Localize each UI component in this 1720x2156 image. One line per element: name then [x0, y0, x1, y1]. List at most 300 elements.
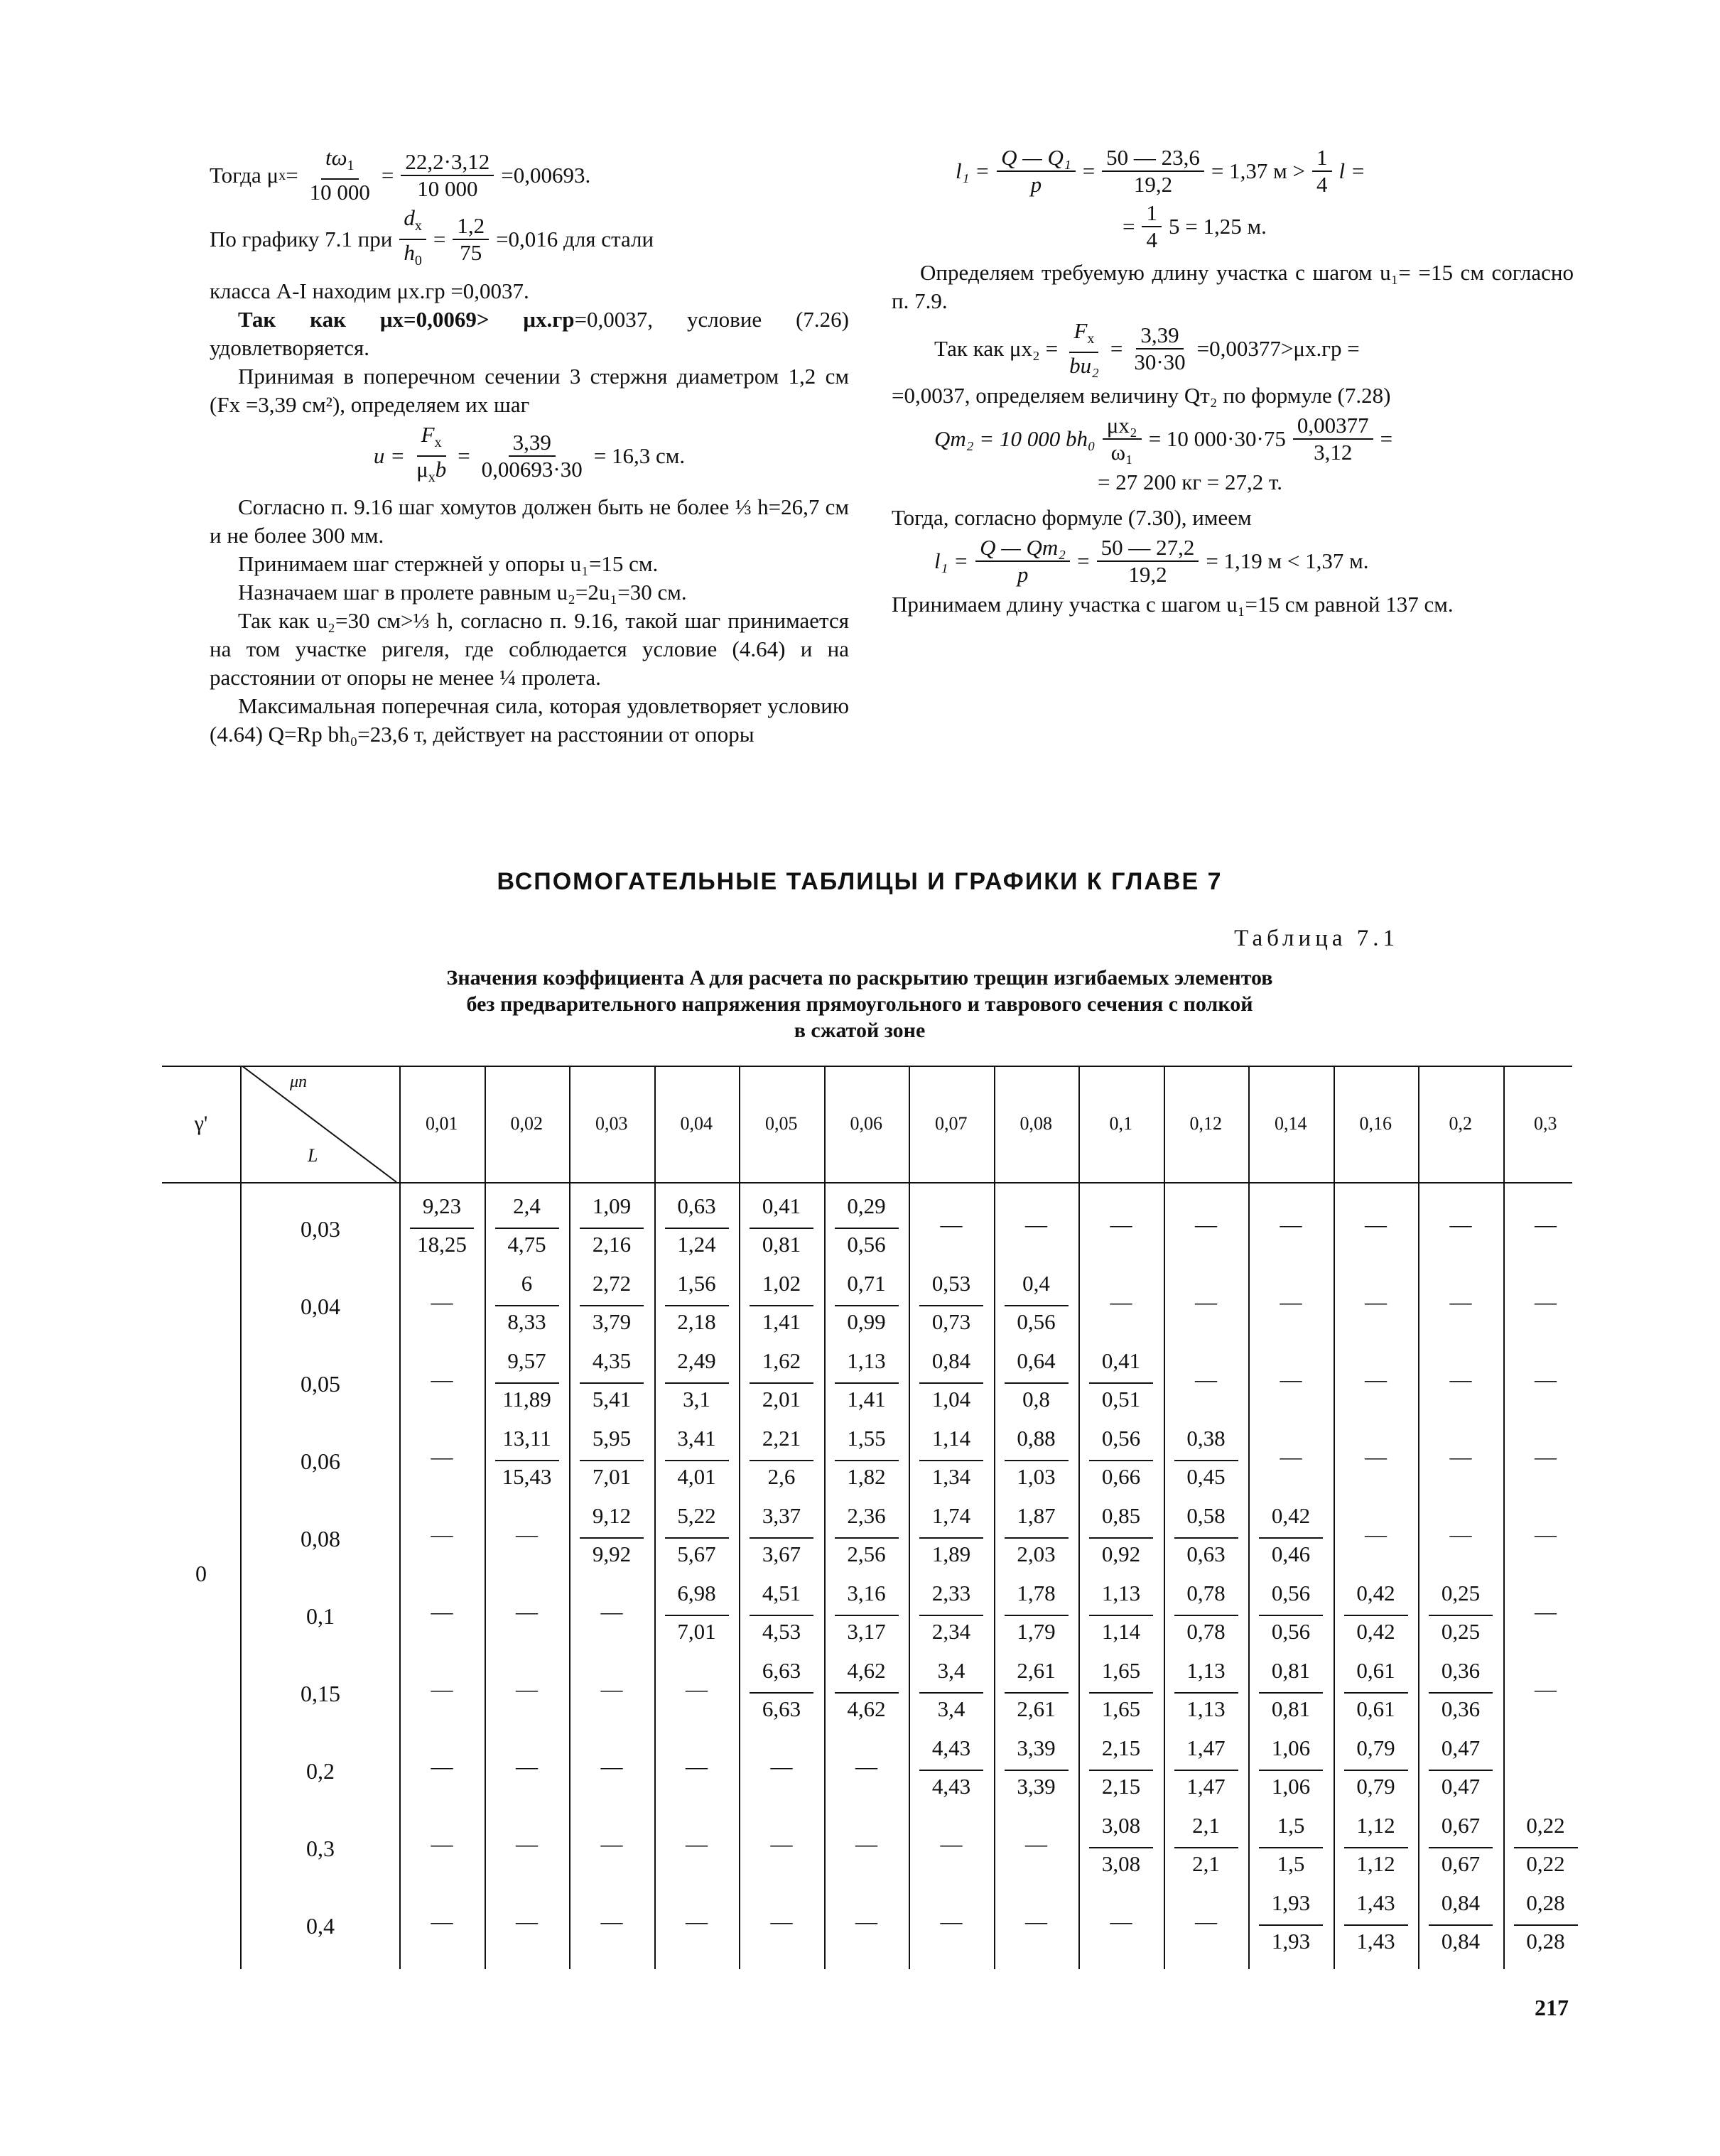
cell-dash: —	[1110, 1289, 1132, 1314]
table-cell	[655, 1887, 739, 1964]
fraction-line	[580, 1460, 644, 1461]
cell-dash: —	[1365, 1522, 1387, 1546]
den: b	[435, 456, 447, 482]
fraction-line	[1089, 1692, 1153, 1694]
table-cell	[655, 1578, 739, 1654]
table-cell	[825, 1423, 909, 1500]
table-cell	[570, 1887, 654, 1964]
paragraph: Так как u₂=30 см>⅓ h, согласно п. 9.16, такой шаг принимается на том участке ригеля, где соблюдается условие (4.64) и на расстоянии от опоры не менее ¼ пролета.	[210, 607, 849, 690]
cell-top-value: 1,43	[1356, 1890, 1395, 1915]
table-cell	[570, 1345, 654, 1422]
column-header: 0,3	[1534, 1113, 1557, 1134]
cell-bottom-value: 0,63	[1186, 1542, 1226, 1566]
table-cell	[400, 1191, 484, 1267]
table-cell	[485, 1733, 569, 1809]
cell-top-value: 4,35	[592, 1348, 632, 1373]
table-cell	[1334, 1655, 1418, 1732]
cell-bottom-value: 1,14	[1101, 1619, 1141, 1644]
cell-bottom-value: 4,53	[762, 1619, 801, 1644]
cell-top-value: 0,22	[1526, 1813, 1565, 1838]
cell-top-value: 6	[521, 1271, 533, 1296]
table-cell	[1334, 1578, 1418, 1654]
table-cell	[655, 1345, 739, 1422]
cell-dash: —	[1110, 1212, 1132, 1237]
text: l₁ =	[956, 158, 990, 183]
cell-top-value: 0,85	[1101, 1503, 1141, 1528]
fraction-line	[665, 1382, 729, 1384]
den: 19,2	[1133, 172, 1173, 197]
paragraph	[210, 305, 849, 362]
cell-top-value: 0,42	[1271, 1503, 1311, 1528]
cell-dash: —	[686, 1676, 708, 1701]
cell-bottom-value: 1,79	[1017, 1619, 1056, 1644]
cell-dash: —	[431, 1599, 453, 1624]
table-cell	[1249, 1191, 1333, 1267]
num: 50 — 27,2	[1097, 535, 1199, 562]
paragraph: класса A-I находим μx.гр =0,0037.	[210, 278, 529, 303]
den: 10 000	[309, 180, 370, 205]
cell-dash: —	[1195, 1367, 1217, 1392]
equation-l1-final	[892, 535, 1574, 587]
sub: 0	[414, 253, 422, 269]
text: =0,00377>μx.гр =	[1196, 335, 1360, 361]
paragraph: =0,0037, определяем величину Qт₂ по формуле (7.28)	[892, 383, 1391, 408]
fraction-line	[665, 1228, 729, 1229]
caption-line: без предварительного напряжения прямоугольного и таврового сечения с полкой	[466, 992, 1253, 1016]
cell-bottom-value: 15,43	[502, 1464, 552, 1489]
fraction	[997, 145, 1076, 197]
fraction-line	[1259, 1615, 1323, 1616]
fraction-line	[750, 1537, 813, 1539]
table-cell	[655, 1191, 739, 1267]
cell-bottom-value: 1,12	[1356, 1851, 1395, 1876]
fraction-line	[750, 1460, 813, 1461]
cell-top-value: 0,42	[1356, 1581, 1395, 1605]
fraction	[305, 145, 374, 205]
cell-dash: —	[600, 1599, 623, 1624]
caption-line: Значения коэффициента A для расчета по раскрытию трещин изгибаемых элементов	[446, 966, 1273, 990]
table-cell	[400, 1655, 484, 1732]
cell-bottom-value: 3,1	[683, 1387, 710, 1412]
cell-bottom-value: 0,28	[1526, 1929, 1565, 1954]
table-cell	[400, 1345, 484, 1422]
table-cell	[740, 1733, 823, 1809]
cell-top-value: 0,58	[1186, 1503, 1226, 1528]
cell-top-value: 1,74	[931, 1503, 971, 1528]
sub: x	[428, 469, 436, 485]
text: =	[458, 443, 470, 468]
cell-dash: —	[516, 1522, 538, 1546]
num: 1	[1142, 200, 1162, 227]
cell-top-value: 2,72	[592, 1271, 632, 1296]
cell-bottom-value: 1,47	[1186, 1774, 1226, 1799]
table-cell	[1334, 1268, 1418, 1345]
cell-bottom-value: 2,6	[767, 1464, 796, 1489]
fraction-line	[919, 1305, 983, 1306]
cell-top-value: 0,79	[1356, 1735, 1395, 1760]
table-cell	[1419, 1423, 1503, 1500]
cell-bottom-value: 2,56	[847, 1542, 886, 1566]
cell-dash: —	[431, 1444, 453, 1469]
l-value: 0,05	[301, 1370, 340, 1397]
l-value: 0,1	[306, 1603, 335, 1629]
table-cell	[1249, 1733, 1333, 1809]
cell-top-value: 0,4	[1022, 1271, 1050, 1296]
cell-top-value: 1,5	[1277, 1813, 1305, 1838]
column-header: 0,04	[680, 1113, 713, 1134]
fraction-line	[1259, 1924, 1323, 1926]
table-cell	[909, 1268, 993, 1345]
cell-top-value: 1,13	[847, 1348, 886, 1373]
table-cell	[1164, 1345, 1248, 1422]
table-cell	[1419, 1733, 1503, 1809]
cell-top-value: 5,22	[677, 1503, 716, 1528]
l-value: 0,3	[306, 1835, 335, 1861]
fraction-line	[1089, 1847, 1153, 1848]
cell-dash: —	[1449, 1522, 1472, 1546]
table-cell	[995, 1578, 1078, 1654]
table-cell	[485, 1500, 569, 1577]
cell-bottom-value: 1,82	[847, 1464, 886, 1489]
fraction-line	[1344, 1770, 1408, 1771]
table-cell	[740, 1810, 823, 1887]
table-cell	[995, 1733, 1078, 1809]
cell-top-value: 1,13	[1101, 1581, 1141, 1605]
text: l₁ =	[934, 548, 969, 574]
cell-dash: —	[516, 1831, 538, 1856]
table-cell	[1249, 1810, 1333, 1887]
text: = 10 000·30·75	[1148, 426, 1286, 452]
sub: 1	[347, 158, 355, 174]
cell-bottom-value: 0,51	[1101, 1387, 1141, 1412]
diagonal-line	[242, 1066, 396, 1182]
table-cell	[909, 1345, 993, 1422]
cell-bottom-value: 11,89	[502, 1387, 551, 1412]
num: 3,39	[509, 430, 556, 457]
cell-bottom-value: 4,62	[847, 1696, 886, 1721]
cell-dash: —	[1449, 1444, 1472, 1469]
cell-top-value: 3,41	[677, 1426, 716, 1451]
cell-dash: —	[1110, 1909, 1132, 1934]
table-cell	[400, 1887, 484, 1964]
table-cell	[1419, 1500, 1503, 1577]
cell-dash: —	[940, 1909, 963, 1934]
cell-bottom-value: 2,16	[592, 1232, 632, 1257]
fraction-line	[665, 1615, 729, 1616]
fraction-line	[919, 1770, 983, 1771]
cell-dash: —	[1449, 1289, 1472, 1314]
bold-text: Так как μx=0,0069> μx.гр	[238, 306, 575, 332]
cell-top-value: 0,41	[762, 1193, 801, 1218]
cell-bottom-value: 1,89	[931, 1542, 971, 1566]
cell-bottom-value: 2,01	[762, 1387, 801, 1412]
cell-dash: —	[431, 1522, 453, 1546]
cell-top-value: 2,33	[931, 1581, 971, 1605]
fraction-line	[665, 1305, 729, 1306]
cell-top-value: 0,41	[1101, 1348, 1141, 1373]
cell-top-value: 1,55	[847, 1426, 886, 1451]
cell-top-value: 1,12	[1356, 1813, 1395, 1838]
gamma-value: 0	[195, 1561, 207, 1586]
table-cell	[1249, 1578, 1333, 1654]
table-cell	[909, 1500, 993, 1577]
den: bu₂	[1069, 353, 1099, 379]
fraction-line	[495, 1228, 559, 1229]
fraction	[1293, 413, 1373, 465]
cell-top-value: 3,37	[762, 1503, 801, 1528]
cell-bottom-value: 0,84	[1441, 1929, 1481, 1954]
cell-bottom-value: 4,01	[677, 1464, 716, 1489]
cell-top-value: 2,4	[513, 1193, 541, 1218]
table-cell	[570, 1733, 654, 1809]
table-cell	[1079, 1191, 1163, 1267]
l-label: L	[308, 1145, 318, 1166]
sub: x	[278, 167, 286, 183]
fraction-line	[919, 1615, 983, 1616]
table-cell	[485, 1887, 569, 1964]
cell-dash: —	[516, 1754, 538, 1779]
cell-dash: —	[1449, 1367, 1472, 1392]
cell-dash: —	[1025, 1831, 1047, 1856]
cell-bottom-value: 1,06	[1271, 1774, 1311, 1799]
fraction-line	[665, 1537, 729, 1539]
fraction-line	[1005, 1692, 1069, 1694]
cell-bottom-value: 1,43	[1356, 1929, 1395, 1954]
paragraph: Принимаем длину участка с шагом u₁=15 см равной 137 см.	[892, 592, 1454, 617]
fraction-line	[835, 1537, 899, 1539]
cell-dash: —	[600, 1831, 623, 1856]
fraction-line	[1429, 1770, 1493, 1771]
text: =	[1077, 548, 1090, 574]
fraction-line	[1344, 1692, 1408, 1694]
text: u =	[373, 443, 406, 468]
cell-top-value: 4,62	[847, 1658, 886, 1683]
cell-bottom-value: 0,46	[1271, 1542, 1311, 1566]
num: 0,00377	[1293, 413, 1373, 440]
table-cell	[909, 1423, 993, 1500]
fraction-line	[580, 1305, 644, 1306]
text: = 1,37 м >	[1211, 158, 1306, 183]
table-cell	[1164, 1733, 1248, 1809]
table-cell	[1079, 1500, 1163, 1577]
cell-dash: —	[686, 1831, 708, 1856]
fraction-line	[750, 1615, 813, 1616]
num: 3,39	[1136, 323, 1183, 350]
num: F	[421, 421, 435, 447]
fraction	[1103, 413, 1142, 465]
table-cell	[485, 1423, 569, 1500]
den: 3,12	[1314, 440, 1353, 465]
table-cell	[570, 1268, 654, 1345]
text: =	[381, 162, 394, 188]
mu-n-label: μn	[290, 1073, 308, 1091]
cell-bottom-value: 0,8	[1022, 1387, 1050, 1412]
fraction-line	[1089, 1537, 1153, 1539]
fraction-line	[1514, 1924, 1578, 1926]
fraction-line	[1429, 1692, 1493, 1694]
cell-bottom-value: 0,79	[1356, 1774, 1395, 1799]
fraction	[1102, 145, 1204, 197]
table-cell	[995, 1423, 1078, 1500]
cell-dash: —	[516, 1599, 538, 1624]
num: 50 — 23,6	[1102, 145, 1204, 172]
cell-top-value: 6,63	[762, 1658, 801, 1683]
fraction-line	[1174, 1770, 1238, 1771]
cell-dash: —	[600, 1909, 623, 1934]
cell-bottom-value: 0,61	[1356, 1696, 1395, 1721]
paragraph: Тогда, согласно формуле (7.30), имеем	[892, 505, 1252, 531]
equation-qt2	[892, 413, 1574, 465]
sub: x	[1087, 331, 1095, 347]
cell-top-value: 0,88	[1017, 1426, 1056, 1451]
cell-top-value: 2,15	[1101, 1735, 1141, 1760]
cell-dash: —	[1195, 1289, 1217, 1314]
cell-bottom-value: 1,03	[1017, 1464, 1056, 1489]
fraction-line	[1005, 1770, 1069, 1771]
text: = 1,19 м < 1,37 м.	[1206, 548, 1369, 574]
cell-bottom-value: 0,67	[1441, 1851, 1481, 1876]
table-cell	[1164, 1191, 1248, 1267]
cell-top-value: 9,57	[507, 1348, 546, 1373]
cell-top-value: 0,84	[1441, 1890, 1481, 1915]
cell-dash: —	[855, 1754, 877, 1779]
num: Q — Q₁	[997, 145, 1076, 172]
cell-top-value: 0,56	[1101, 1426, 1141, 1451]
page-number: 217	[1535, 1995, 1569, 2020]
table-cell	[1164, 1500, 1248, 1577]
table-cell	[825, 1268, 909, 1345]
cell-top-value: 2,61	[1017, 1658, 1056, 1683]
table-cell	[1079, 1810, 1163, 1887]
table-cell	[485, 1578, 569, 1654]
column-header: 0,01	[426, 1113, 458, 1134]
fraction-line	[1429, 1847, 1493, 1848]
table-cell	[825, 1345, 909, 1422]
text: 5 = 1,25 м.	[1168, 214, 1267, 239]
fraction-line	[1005, 1615, 1069, 1616]
table-cell	[655, 1655, 739, 1732]
column-header: 0,12	[1189, 1113, 1222, 1134]
text: По графику 7.1 при	[210, 227, 393, 252]
cell-bottom-value: 0,56	[1271, 1619, 1311, 1644]
cell-bottom-value: 1,13	[1186, 1696, 1226, 1721]
fraction-line	[835, 1692, 899, 1694]
cell-bottom-value: 3,79	[592, 1309, 632, 1334]
table-cell	[740, 1191, 823, 1267]
cell-top-value: 2,36	[847, 1503, 886, 1528]
column-header: 0,07	[935, 1113, 968, 1134]
table-cell	[400, 1810, 484, 1887]
table-cell	[995, 1345, 1078, 1422]
num: 22,2·3,12	[401, 149, 494, 176]
fraction	[399, 205, 426, 273]
table-cell	[825, 1887, 909, 1964]
cell-dash: —	[1535, 1212, 1557, 1237]
section-title: ВСПОМОГАТЕЛЬНЫЕ ТАБЛИЦЫ И ГРАФИКИ К ГЛАВЕ 7	[497, 868, 1223, 895]
table-label: Таблица 7.1	[1234, 926, 1399, 951]
table-cell	[1079, 1887, 1163, 1964]
cell-bottom-value: 3,39	[1017, 1774, 1056, 1799]
cell-bottom-value: 4,75	[507, 1232, 546, 1257]
table-cell	[570, 1810, 654, 1887]
cell-top-value: 1,87	[1017, 1503, 1056, 1528]
cell-bottom-value: 2,61	[1017, 1696, 1056, 1721]
caption-line: в сжатой зоне	[794, 1019, 926, 1042]
table-cell	[400, 1500, 484, 1577]
cell-bottom-value: 0,81	[762, 1232, 801, 1257]
cell-top-value: 0,36	[1441, 1658, 1481, 1683]
cell-bottom-value: 7,01	[677, 1619, 716, 1644]
cell-dash: —	[600, 1676, 623, 1701]
fraction-line	[1344, 1847, 1408, 1848]
cell-bottom-value: 4,43	[931, 1774, 971, 1799]
table-cell	[1079, 1578, 1163, 1654]
cell-top-value: 3,39	[1017, 1735, 1056, 1760]
cell-dash: —	[431, 1754, 453, 1779]
cell-top-value: 1,78	[1017, 1581, 1056, 1605]
cell-top-value: 0,67	[1441, 1813, 1481, 1838]
cell-bottom-value: 9,92	[592, 1542, 632, 1566]
paragraph: Принимаем шаг стержней у опоры u₁=15 см.	[238, 551, 659, 576]
table-cell	[570, 1655, 654, 1732]
cell-dash: —	[940, 1212, 963, 1237]
table-cell	[1504, 1191, 1588, 1267]
table-cell	[825, 1810, 909, 1887]
text: =0,0037, условие (7.26) удовлетворяется.	[210, 306, 849, 360]
cell-bottom-value: 3,08	[1101, 1851, 1141, 1876]
den: μ	[416, 456, 428, 482]
cell-top-value: 0,78	[1186, 1581, 1226, 1605]
cell-dash: —	[431, 1289, 453, 1314]
cell-top-value: 4,51	[762, 1581, 801, 1605]
table-cell	[485, 1268, 569, 1345]
table-cell	[1164, 1887, 1248, 1964]
fraction-line	[835, 1460, 899, 1461]
fraction-line	[1344, 1924, 1408, 1926]
fraction-line	[580, 1537, 644, 1539]
table-cell	[570, 1191, 654, 1267]
text: = 16,3 см.	[593, 443, 686, 468]
fraction-line	[1174, 1847, 1238, 1848]
cell-bottom-value: 0,36	[1441, 1696, 1481, 1721]
cell-dash: —	[1195, 1212, 1217, 1237]
fraction-line	[750, 1228, 813, 1229]
cell-top-value: 0,63	[677, 1193, 716, 1218]
cell-dash: —	[1535, 1367, 1557, 1392]
cell-top-value: 3,08	[1101, 1813, 1141, 1838]
cell-top-value: 9,23	[422, 1193, 462, 1218]
table-cell	[655, 1268, 739, 1345]
text: =0,016 для стали	[496, 227, 654, 252]
cell-bottom-value: 2,1	[1192, 1851, 1220, 1876]
cell-dash: —	[770, 1754, 793, 1779]
cell-dash: —	[1535, 1289, 1557, 1314]
fraction	[401, 149, 494, 202]
text: =0,00693.	[501, 162, 591, 188]
text: =	[1380, 426, 1393, 452]
header-diagonal	[242, 1066, 398, 1182]
cell-top-value: 6,98	[677, 1581, 716, 1605]
fraction-line	[835, 1615, 899, 1616]
cell-dash: —	[1280, 1444, 1302, 1469]
table-cell	[1504, 1655, 1588, 1732]
fraction	[477, 430, 587, 482]
equation-graph	[210, 205, 849, 273]
cell-dash: —	[686, 1909, 708, 1934]
cell-dash: —	[1025, 1909, 1047, 1934]
table-cell	[1079, 1345, 1163, 1422]
table-cell	[1419, 1268, 1503, 1345]
